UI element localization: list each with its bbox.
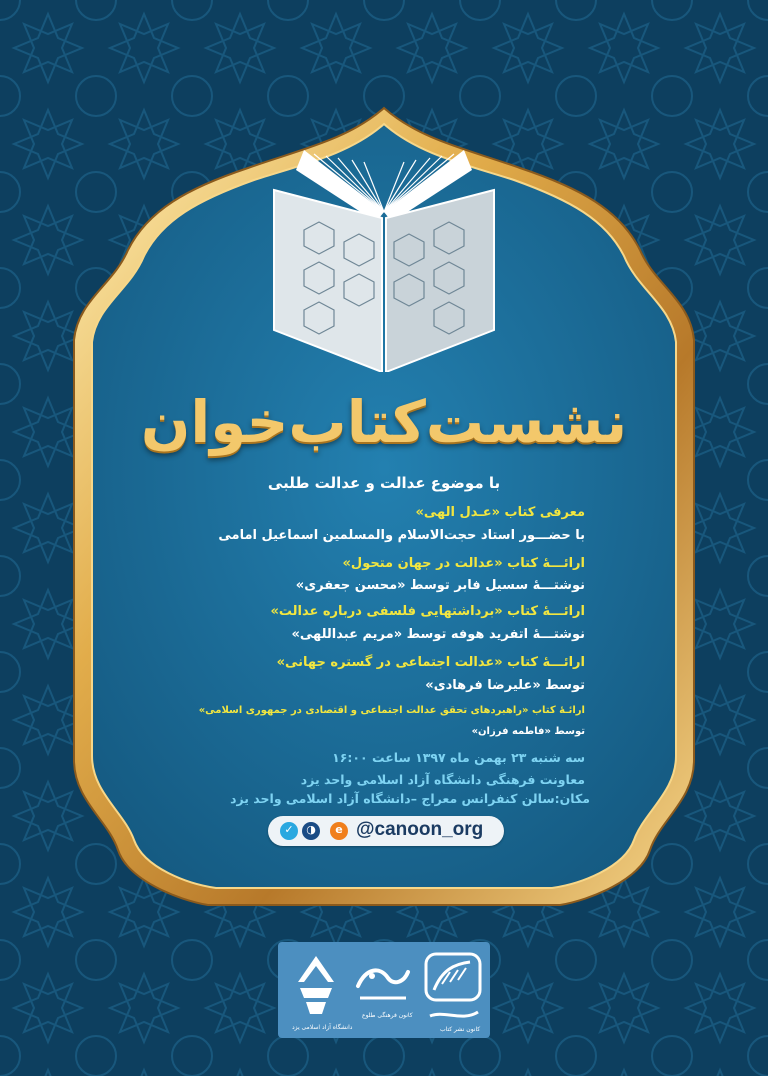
item-3-detail: نوشتـــهٔ اتفرید هوفه توسط «مریم عبداللهی» <box>291 627 585 642</box>
social-handle-text: @canoon_org <box>356 819 484 840</box>
poster-title: نشست‌کتاب‌خوان <box>140 388 628 456</box>
sponsor-logos-panel <box>278 942 490 1038</box>
poster-subtitle: با موضوع عدالت و عدالت طلبی <box>267 474 501 492</box>
logo-caption-kanoon: کانون نشر کتاب <box>440 1026 481 1033</box>
item-5-heading: ارائـهٔ کتاب «راهبردهای تحقق عدالت اجتماعی و اقتصادی در جمهوری اسلامی» <box>198 705 585 716</box>
eitaa-icon: e <box>330 822 348 840</box>
item-1-detail: با حضـــور استاد حجت‌الاسلام والمسلمین اسماعیل امامی <box>218 528 585 543</box>
logo-caption-tolu: کانون فرهنگی طلوع <box>362 1012 413 1019</box>
item-1-heading: معرفی کتاب «عـدل الهی» <box>415 505 585 520</box>
logo-caption-azad: دانشگاه آزاد اسلامی یزد <box>292 1024 353 1031</box>
event-organizer: معاونت فرهنگی دانشگاه آزاد اسلامی واحد یزد <box>300 772 585 787</box>
event-datetime: سه شنبه ۲۳ بهمن ماه ۱۳۹۷ ساعت ۱۶:۰۰ <box>332 750 585 765</box>
item-4-heading: ارائـــهٔ کتاب «عدالت اجتماعی در گستره جهانی» <box>276 655 585 670</box>
item-4-detail: توسط «علیرضا فرهادی» <box>425 678 585 693</box>
item-2-heading: ارائـــهٔ کتاب «عدالت در جهان متحول» <box>342 556 585 571</box>
event-location: مکان:سالن کنفرانس معراج –دانشگاه آزاد اسلامی واحد یزد <box>230 791 590 806</box>
social-handle-pill <box>268 816 504 846</box>
open-book-illustration <box>264 150 504 372</box>
tolu-cultural-center-logo <box>350 942 416 1038</box>
item-2-detail: نوشتـــهٔ سسیل فابر توسط «محسن جعفری» <box>295 578 585 593</box>
item-5-detail: توسط «فاطمه فرزان» <box>471 726 585 737</box>
item-3-heading: ارائـــهٔ کتاب «برداشتهایی فلسفی درباره عدالت» <box>270 604 585 619</box>
bale-icon: ◑ <box>302 822 320 840</box>
telegram-icon: ✓ <box>280 822 298 840</box>
kanoon-ketab-logo <box>420 942 486 1038</box>
